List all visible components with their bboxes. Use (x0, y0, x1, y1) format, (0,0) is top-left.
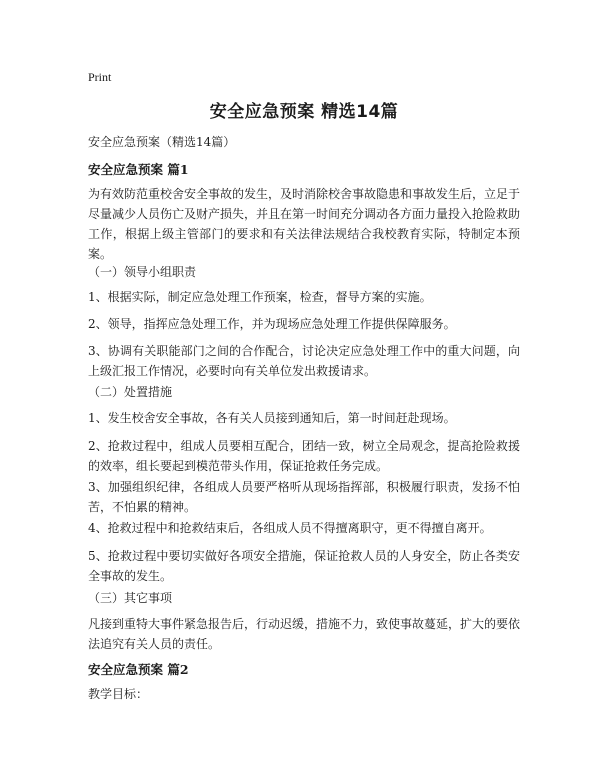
part-1-item-3: 3、协调有关职能部门之间的合作配合，讨论决定应急处理工作中的重大问题，向上级汇报工作情况，必要时向有关单位发出救援请求。 (88, 344, 520, 378)
part-2-item-1: 1、发生校舍安全事故，各有关人员接到通知后，第一时间赶赴现场。 (88, 411, 456, 425)
section-heading-2: 安全应急预案 篇2 (88, 662, 189, 677)
part-2-heading: （二）处置措施 (88, 385, 173, 399)
part-2-item-4: 4、抢救过程中和抢救结束后，各组成人员不得擅离职守，更不得擅自离开。 (88, 521, 492, 535)
section-2-text: 教学目标： (88, 687, 149, 701)
part-3-text: 凡接到重特大事件紧急报告后，行动迟缓，措施不力，致使事故蔓延，扩大的要依法追究有关人员的责任。 (88, 617, 521, 651)
print-label[interactable]: Print (88, 70, 112, 84)
part-1-item-2: 2、领导，指挥应急处理工作，并为现场应急处理工作提供保障服务。 (88, 317, 456, 331)
part-3-heading: （三）其它事项 (88, 591, 173, 605)
section-heading-1: 安全应急预案 篇1 (88, 162, 189, 177)
part-1-heading: （一）领导小组职责 (88, 265, 197, 279)
part-2-item-3: 3、加强组织纪律，各组成人员要严格听从现场指挥部，积极履行职责，发扬不怕苦，不怕累的精神。 (88, 480, 520, 514)
section-1-intro: 为有效防范重校舍安全事故的发生，及时消除校舍事故隐患和事故发生后，立足于尽量减少人员伤亡及财产损失，并且在第一时间充分调动各方面力量投入抢险救助工作，根据上级主管部门的要求和有关法律法规结合我校教育实际，特制定本预案。 (88, 187, 521, 261)
document-subtitle: 安全应急预案（精选14篇） (88, 135, 236, 149)
document-title: 安全应急预案 精选14篇 (209, 102, 399, 122)
part-2-item-2: 2、抢救过程中，组成人员要相互配合，团结一致，树立全局观念，提高抢险救援的效率，组长要起到模范带头作用，保证抢救任务完成。 (88, 439, 520, 473)
part-1-item-1: 1、根据实际，制定应急处理工作预案，检查，督导方案的实施。 (88, 290, 432, 304)
part-2-item-5: 5、抢救过程中要切实做好各项安全措施，保证抢救人员的人身安全，防止各类安全事故的发生。 (88, 549, 520, 583)
